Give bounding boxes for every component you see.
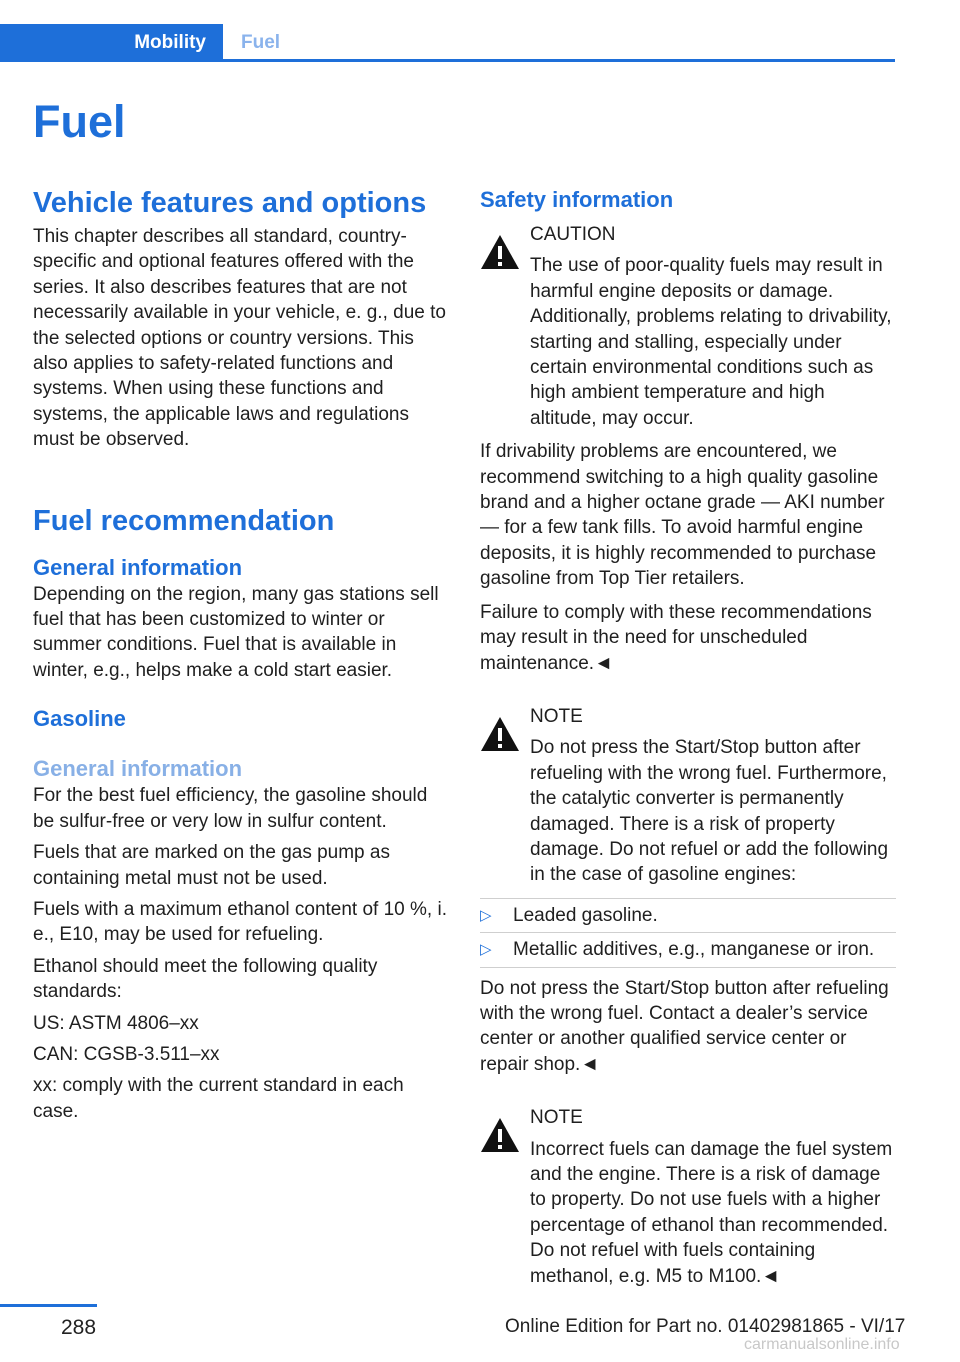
note-label: NOTE	[530, 705, 583, 727]
vehicle-features-heading: Vehicle features and options	[33, 187, 427, 219]
gasoline-text-2: Fuels that are marked on the gas pump as containing metal must not be used.	[33, 842, 390, 889]
standard-us: US: ASTM 4806–xx	[33, 1012, 199, 1034]
note-block-1	[480, 704, 896, 888]
caution-label: CAUTION	[530, 224, 616, 245]
caution-block	[480, 222, 896, 431]
vehicle-features-text: This chapter describes all standard, country-specific and optional features offered with the series. It also describes features that are not necessarily available in your vehicle, e. g., due to the selected options or country versions. This also applies to safety-related functions and systems. When using these functions and systems, the applicable laws and regulations must be observed.	[33, 226, 446, 451]
note-text: Incorrect fuels can damage the fuel system and the engine. There is a risk of damage to property. Do not use fuels with a higher percentage of ethanol than recommended. Do not refuel with fuels containing methanol, e.g. M5 to M100.◄	[530, 1138, 893, 1287]
warning-triangle-icon	[480, 234, 520, 270]
prohibited-additives-list	[480, 898, 896, 968]
left-column	[33, 186, 448, 1124]
fuel-recommendation-heading: Fuel recommendation	[33, 504, 335, 537]
general-information-text: Depending on the region, many gas stations sell fuel that has been customized to winter or summer conditions. Fuel that is available in winter, e.g., helps make a cold start easier.	[33, 583, 439, 681]
note-text-2: Do not press the Start/Stop button after refueling with the wrong fuel. Contact a dealer’s service center or another qualified service center or repair shop.◄	[480, 977, 889, 1075]
footer-rule	[0, 1304, 97, 1307]
warning-triangle-icon	[480, 716, 520, 752]
caution-text-3: Failure to comply with these recommendations may result in the need for unscheduled maintenance.◄	[480, 601, 872, 674]
safety-information-heading: Safety information	[480, 187, 674, 212]
triangle-bullet-icon: ▷	[480, 941, 492, 959]
tab-fuel[interactable]: Fuel	[241, 32, 281, 53]
caution-text-2: If drivability problems are encountered, we recommend switching to a high quality gasoline brand and a higher octane grade — AKI number — for a few tank fills. To avoid harmful engine deposits, it is highly recommended to purchase gasoline from Top Tier retailers.	[480, 441, 885, 590]
gasoline-general-information-heading: General information	[33, 756, 243, 782]
note-block-2	[480, 1105, 896, 1289]
gasoline-text-3: Fuels with a maximum ethanol content of 10 %, i. e., E10, may be used for refueling.	[33, 898, 447, 946]
watermark: carmanualsonline.info	[744, 1336, 900, 1353]
edition-text: Online Edition for Part no. 01402981865 - VI/17	[505, 1316, 906, 1337]
triangle-bullet-icon: ▷	[480, 906, 492, 924]
gasoline-heading: Gasoline	[33, 706, 126, 732]
chapter-header	[0, 24, 895, 62]
gasoline-text-1: For the best fuel efficiency, the gasoline should be sulfur-free or very low in sulfur content.	[33, 785, 428, 832]
note-label: NOTE	[530, 1107, 583, 1129]
list-item: ▷ Leaded gasoline.	[480, 899, 896, 933]
gasoline-text-4: Ethanol should meet the following quality standards:	[33, 955, 378, 1003]
page-number: 288	[61, 1316, 97, 1339]
general-information-heading: General information	[33, 554, 243, 580]
standard-note: xx: comply with the current standard in each case.	[33, 1075, 404, 1122]
tab-mobility[interactable]: Mobility	[0, 24, 223, 59]
page-title: Fuel	[33, 96, 126, 147]
list-item: ▷ Metallic additives, e.g., manganese or iron.	[480, 933, 896, 967]
caution-text: The use of poor-quality fuels may result in harmful engine deposits or damage. Additionally, problems relating to drivability, starting and stalling, especially under certain environmental conditions such as high ambient temperature and high altitude, may occur.	[530, 255, 892, 429]
warning-triangle-icon	[480, 1117, 520, 1153]
standard-can: CAN: CGSB-3.511–xx	[33, 1043, 220, 1065]
right-column	[480, 186, 896, 1289]
note-text: Do not press the Start/Stop button after refueling with the wrong fuel. Furthermore, the catalytic converter is permanently damaged. There is a risk of property damage. Do not refuel or add the following in the case of gasoline engines:	[530, 737, 889, 886]
